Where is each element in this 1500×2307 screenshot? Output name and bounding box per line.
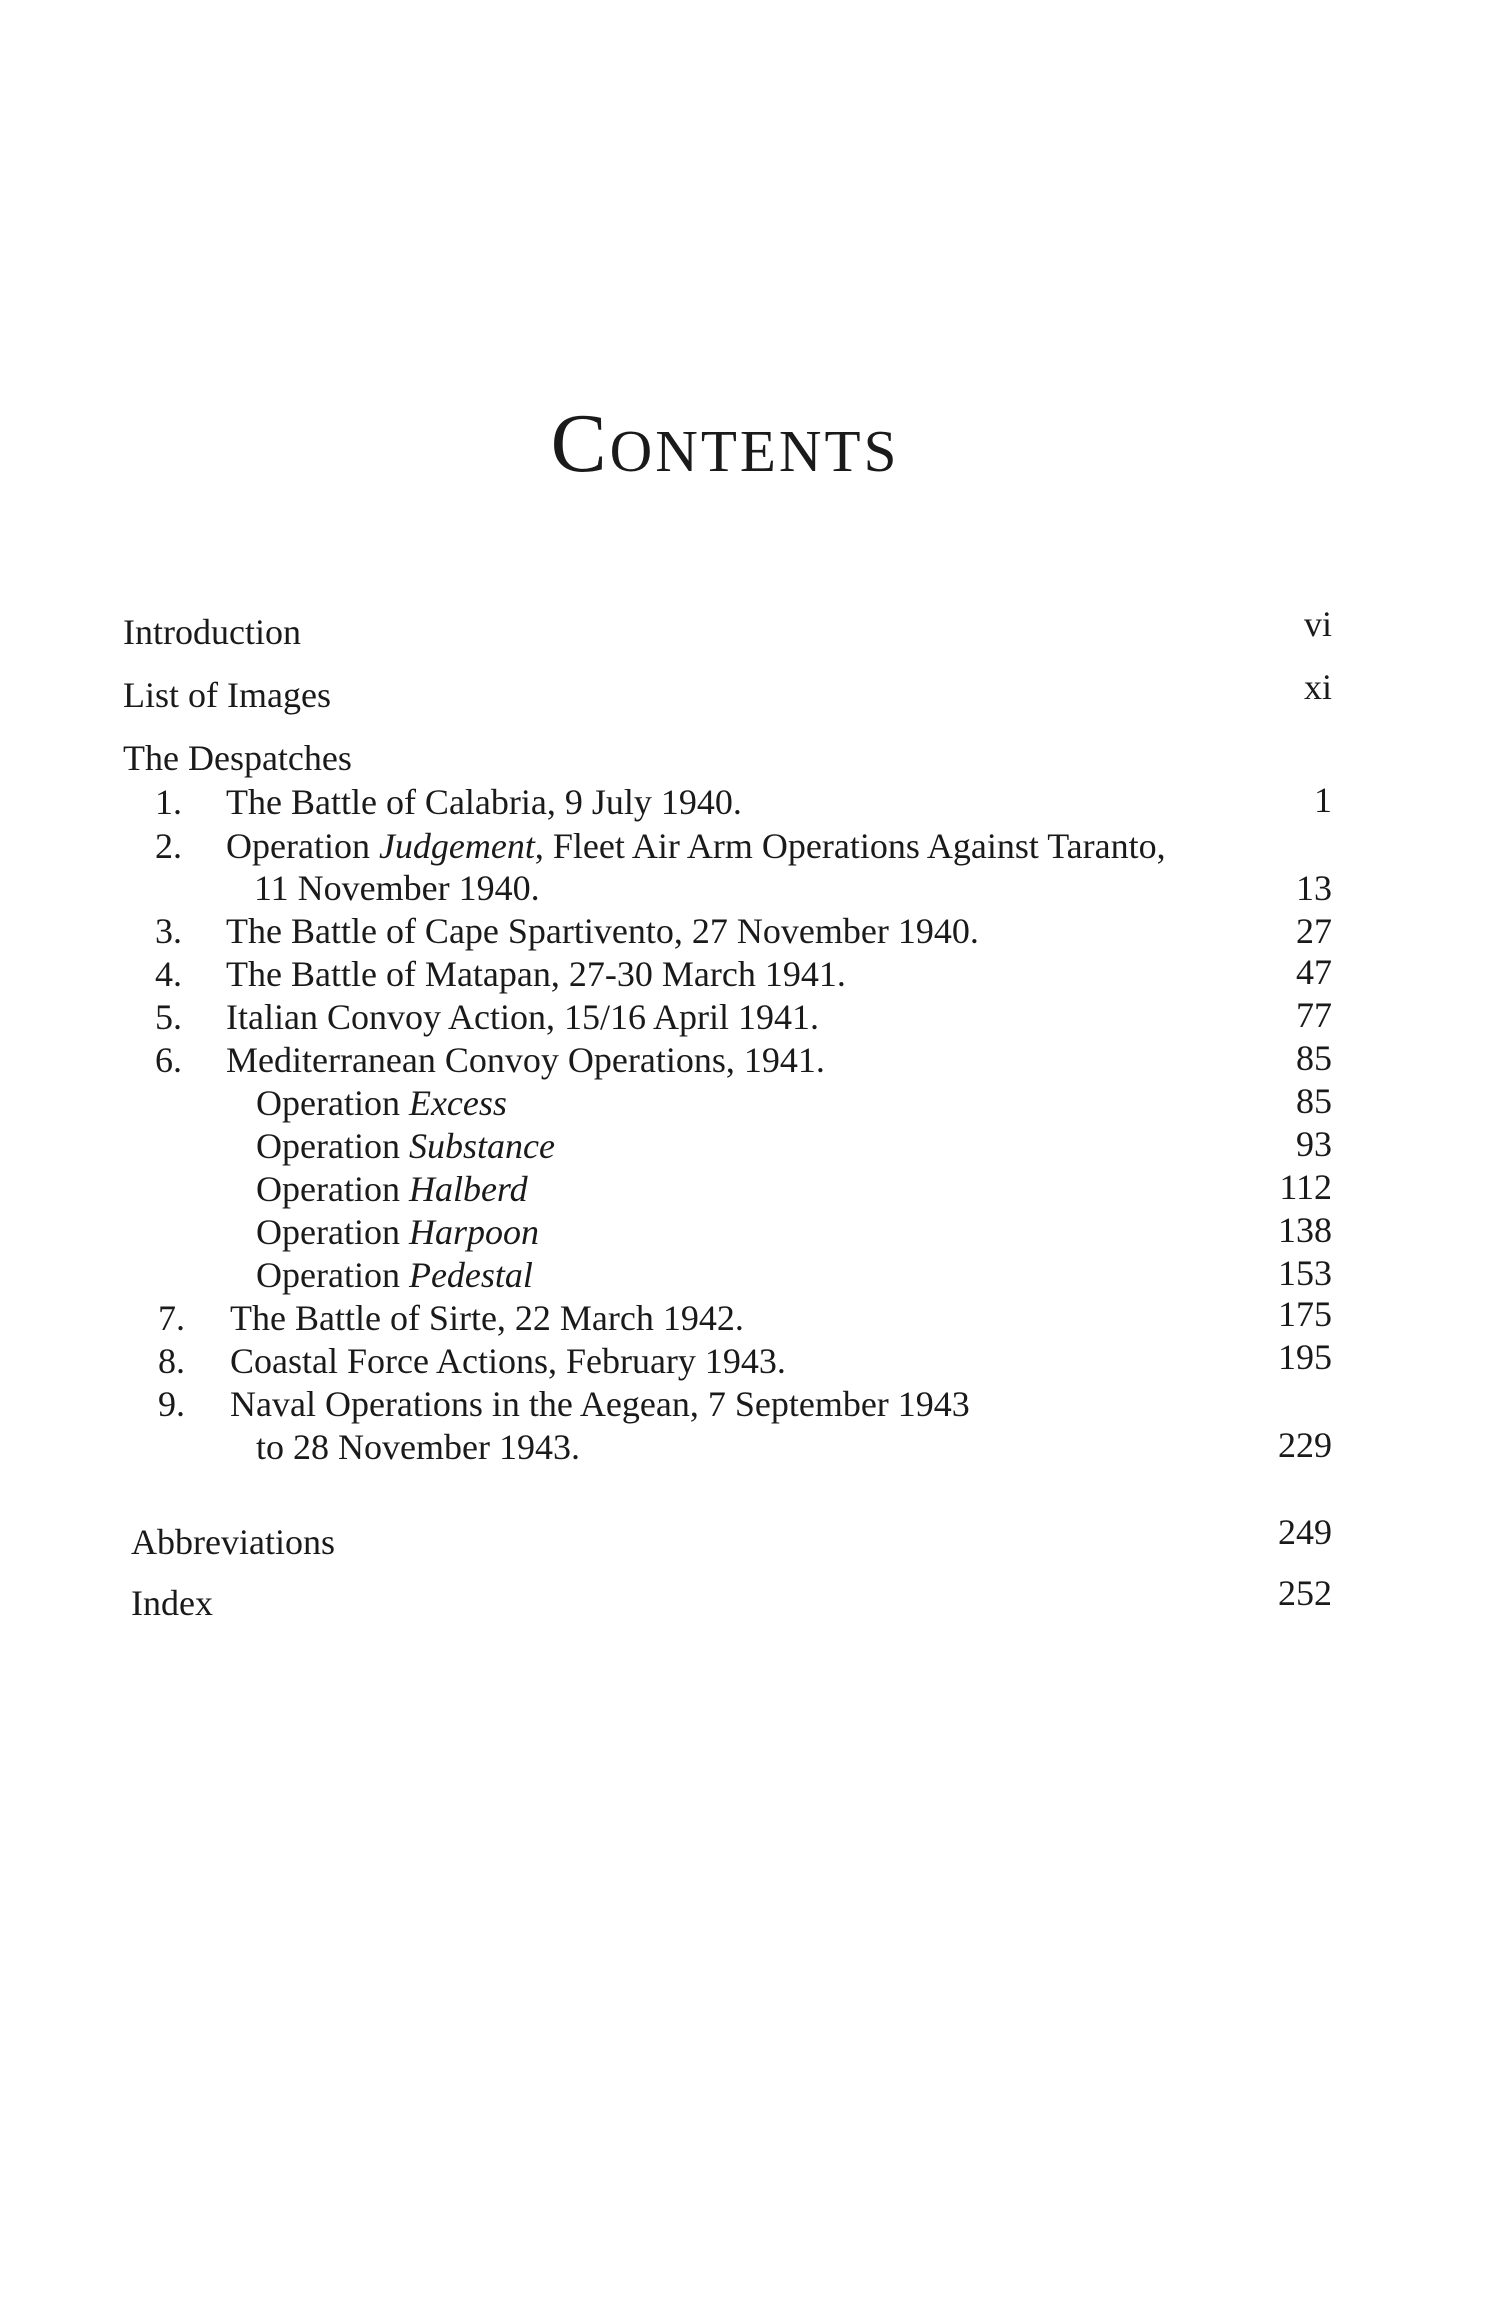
- toc-subentry-operation[interactable]: [0, 1081, 1500, 1125]
- entry-number: 4.: [155, 954, 182, 994]
- toc-page-number: 85: [1296, 1081, 1332, 1121]
- toc-entry-despatch-6[interactable]: [0, 1038, 1500, 1082]
- toc-entry-label: Index: [131, 1583, 213, 1623]
- operation-name: Substance: [408, 1126, 555, 1166]
- toc-page-number: 195: [1278, 1337, 1332, 1377]
- operation-name: Pedestal: [408, 1255, 533, 1295]
- toc-entry-despatch-2-cont[interactable]: [0, 866, 1500, 910]
- toc-page-number: 1: [1314, 780, 1332, 820]
- label-part: Operation: [256, 1083, 409, 1123]
- entry-number: 1.: [155, 782, 182, 822]
- toc-subentry-operation[interactable]: [0, 1253, 1500, 1297]
- toc-entry-label: Italian Convoy Action, 15/16 April 1941.: [226, 997, 819, 1037]
- entry-number: 7.: [158, 1298, 185, 1338]
- toc-entry-abbreviations[interactable]: [0, 1512, 1500, 1564]
- section-heading: [0, 736, 1500, 780]
- toc-entry-continuation: 11 November 1940.: [254, 868, 540, 908]
- toc-page-number: 85: [1296, 1038, 1332, 1078]
- toc-entry-label: The Battle of Calabria, 9 July 1940.: [226, 782, 742, 822]
- toc-entry-label: [226, 824, 1166, 868]
- toc-entry-label: [256, 1167, 528, 1211]
- toc-page-number: 249: [1278, 1512, 1332, 1552]
- toc-entry-label: Mediterranean Convoy Operations, 1941.: [226, 1040, 825, 1080]
- toc-entry-label: Abbreviations: [131, 1522, 335, 1562]
- entry-number: 8.: [158, 1341, 185, 1381]
- toc-page-number: xi: [1303, 667, 1332, 707]
- toc-entry-label: The Battle of Sirte, 22 March 1942.: [230, 1298, 744, 1338]
- toc-entry-label: Introduction: [123, 612, 301, 652]
- operation-name: Harpoon: [408, 1212, 539, 1252]
- operation-name: Excess: [408, 1083, 507, 1123]
- toc-entry-despatch-9[interactable]: [0, 1382, 1500, 1426]
- toc-page-number: 112: [1279, 1167, 1332, 1207]
- operation-name: Judgement: [378, 826, 535, 866]
- toc-entry-label: List of Images: [123, 675, 331, 715]
- toc-page-number: 153: [1278, 1253, 1332, 1293]
- toc-entry-index[interactable]: [0, 1573, 1500, 1625]
- toc-entry-label: [256, 1081, 507, 1125]
- toc-entry-despatch-3[interactable]: [0, 909, 1500, 953]
- toc-entry-despatch-8[interactable]: [0, 1339, 1500, 1383]
- toc-page-number: 77: [1296, 995, 1332, 1035]
- label-part: , Fleet Air Arm Operations Against Taranto,: [534, 826, 1166, 866]
- toc-page-number: 138: [1278, 1210, 1332, 1250]
- toc-entry-despatch-4[interactable]: [0, 952, 1500, 996]
- toc-entry-introduction[interactable]: [0, 604, 1500, 654]
- entry-number: 5.: [155, 997, 182, 1037]
- toc-entry-label: Coastal Force Actions, February 1943.: [230, 1341, 786, 1381]
- toc-page-number: 175: [1278, 1294, 1332, 1334]
- section-heading-text: The Despatches: [123, 738, 352, 778]
- toc-entry-label: The Battle of Cape Spartivento, 27 November 1940.: [226, 911, 979, 951]
- toc-entry-despatch-1[interactable]: [0, 780, 1500, 824]
- entry-number: 9.: [158, 1384, 185, 1424]
- toc-subentry-operation[interactable]: [0, 1167, 1500, 1211]
- toc-page-number: 252: [1278, 1573, 1332, 1613]
- toc-entry-despatch-7[interactable]: [0, 1296, 1500, 1340]
- toc-entry-label: The Battle of Matapan, 27-30 March 1941.: [226, 954, 846, 994]
- toc-page-number: 27: [1296, 911, 1332, 951]
- toc-page-number: 229: [1278, 1425, 1332, 1465]
- toc-entry-despatch-9-cont[interactable]: [0, 1425, 1500, 1469]
- toc-subentry-operation[interactable]: [0, 1124, 1500, 1168]
- toc-entry-despatch-2[interactable]: [0, 824, 1500, 868]
- toc-entry-label: Naval Operations in the Aegean, 7 September 1943: [230, 1384, 970, 1424]
- toc-page-number: vi: [1303, 604, 1332, 644]
- toc-entry-label: [256, 1210, 539, 1254]
- operation-name: Halberd: [408, 1169, 528, 1209]
- toc-subentry-operation[interactable]: [0, 1210, 1500, 1254]
- label-part: Operation: [256, 1169, 409, 1209]
- toc-page-number: 93: [1296, 1124, 1332, 1164]
- toc-entry-list-of-images[interactable]: [0, 667, 1500, 717]
- toc-page-number: 13: [1296, 868, 1332, 908]
- toc-entry-continuation: to 28 November 1943.: [256, 1427, 580, 1467]
- toc-page-number: 47: [1296, 952, 1332, 992]
- entry-number: 3.: [155, 911, 182, 951]
- entry-number: 2.: [155, 826, 182, 866]
- toc-entry-label: [256, 1253, 533, 1297]
- toc-entry-label: [256, 1124, 555, 1168]
- label-part: Operation: [226, 826, 379, 866]
- label-part: Operation: [256, 1255, 409, 1295]
- label-part: Operation: [256, 1126, 409, 1166]
- toc-entry-despatch-5[interactable]: [0, 995, 1500, 1039]
- page-title: Contents: [550, 397, 900, 490]
- entry-number: 6.: [155, 1040, 182, 1080]
- label-part: Operation: [256, 1212, 409, 1252]
